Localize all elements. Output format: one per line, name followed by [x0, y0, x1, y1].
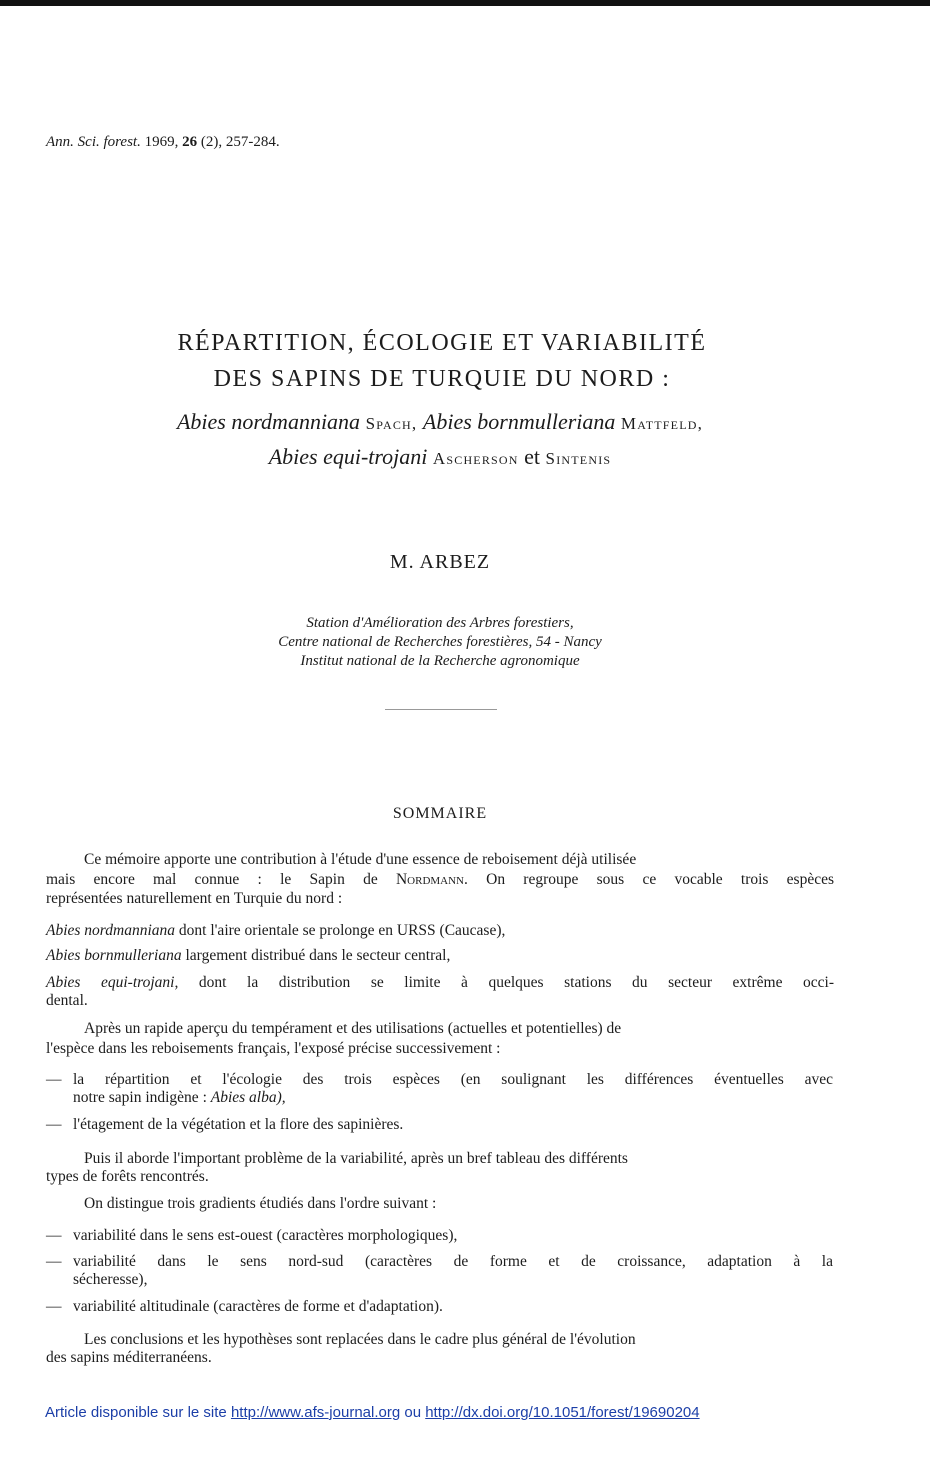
dash-bullet: — [46, 1116, 62, 1133]
paragraph-line: On distingue trois gradients étudiés dans l'ordre suivant : [84, 1195, 437, 1212]
species-name: Abies bornmulleriana [422, 409, 616, 434]
paragraph-line: l'espèce dans les reboisements français, l'exposé précise successivement : [46, 1040, 501, 1057]
doi-link[interactable]: http://dx.doi.org/10.1051/forest/19690204 [425, 1404, 700, 1421]
species-author: Ascherson [432, 449, 519, 468]
paragraph-line: Après un rapide aperçu du tempérament et des utilisations (actuelles et potentielles) de [84, 1020, 622, 1037]
species-name: Abies bornmulleriana [46, 947, 182, 964]
journal-link[interactable]: http://www.afs-journal.org [230, 1404, 401, 1421]
year: 1969, [144, 134, 179, 150]
species-author: Mattfeld, [620, 414, 704, 433]
dash-bullet: — [46, 1253, 62, 1270]
footer-prefix: Article disponible sur le site [45, 1404, 227, 1421]
dash-bullet: — [46, 1227, 62, 1244]
paragraph-line: Ce mémoire apporte une contribution à l'étude d'une essence de reboisement déjà utilisée [84, 851, 637, 868]
footer-or: ou [404, 1404, 422, 1421]
bullet-line: sécheresse), [73, 1271, 148, 1288]
paragraph-line: dental. [46, 992, 88, 1009]
bullet-line: variabilité dans le sens nord-sud (caractères de forme et de croissance, adaptation à la [73, 1253, 833, 1270]
species-author: Spach, [365, 414, 418, 433]
affiliation-line-2: Centre national de Recherches forestières, 54 - Nancy [278, 634, 602, 650]
species-line-2 [0, 444, 880, 470]
bullet-line: variabilité dans le sens est-ouest (caractères morphologiques), [73, 1227, 458, 1244]
dash-bullet: — [46, 1071, 62, 1088]
bullet-line: l'étagement de la végétation et la flore des sapinières. [73, 1116, 404, 1133]
affiliation-line-3: Institut national de la Recherche agronomique [300, 653, 580, 669]
pages: 257-284. [225, 134, 280, 150]
author: M. ARBEZ [389, 551, 491, 573]
volume: 26 [182, 134, 198, 150]
footer [45, 1404, 700, 1421]
paragraph-line: Les conclusions et les hypothèses sont replacées dans le cadre plus général de l'évolution [84, 1331, 636, 1348]
bullet-line: la répartition et l'écologie des trois espèces (en soulignant les différences éventuelles avec [73, 1071, 833, 1088]
bullet-line: notre sapin indigène : Abies alba), [73, 1089, 286, 1106]
conjunction: et [524, 444, 541, 469]
person-name: Nordmann. [395, 871, 468, 888]
species-item: Abies equi-trojani, dont la distribution se limite à quelques stations du secteur extrême occi- [46, 974, 834, 991]
paragraph-line: Puis il aborde l'important problème de la variabilité, après un bref tableau des différents [84, 1150, 628, 1167]
species-name: Abies alba), [210, 1089, 286, 1106]
citation [46, 134, 280, 151]
species-name: Abies equi-trojani [268, 444, 428, 469]
dash-bullet: — [46, 1298, 62, 1315]
section-heading: SOMMAIRE [392, 805, 488, 822]
journal-name: Ann. Sci. forest. [46, 134, 141, 150]
paragraph-line: des sapins méditerranéens. [46, 1349, 212, 1366]
paragraph-line: types de forêts rencontrés. [46, 1168, 209, 1185]
affiliation-line-1: Station d'Amélioration des Arbres forestiers, [306, 615, 574, 631]
species-item: Abies nordmanniana dont l'aire orientale se prolonge en URSS (Caucase), [46, 922, 506, 939]
species-line-1 [0, 409, 880, 435]
species-name: Abies equi-trojani, [46, 974, 179, 991]
paragraph-line: représentées naturellement en Turquie du nord : [46, 890, 343, 907]
bullet-line: variabilité altitudinale (caractères de forme et d'adaptation). [73, 1298, 443, 1315]
title-line-1: RÉPARTITION, ÉCOLOGIE ET VARIABILITÉ [177, 330, 707, 356]
separator-rule [385, 709, 497, 710]
issue: (2), [200, 134, 223, 150]
title-line-2: DES SAPINS DE TURQUIE DU NORD : [213, 366, 671, 392]
species-author: Sintenis [545, 449, 612, 468]
top-border [0, 0, 930, 6]
paragraph-line: mais encore mal connue : le Sapin de Nordmann. On regroupe sous ce vocable trois espèces [46, 871, 835, 888]
species-item: Abies bornmulleriana largement distribué dans le secteur central, [46, 947, 451, 964]
species-name: Abies nordmanniana [46, 922, 176, 939]
species-name: Abies nordmanniana [176, 409, 361, 434]
